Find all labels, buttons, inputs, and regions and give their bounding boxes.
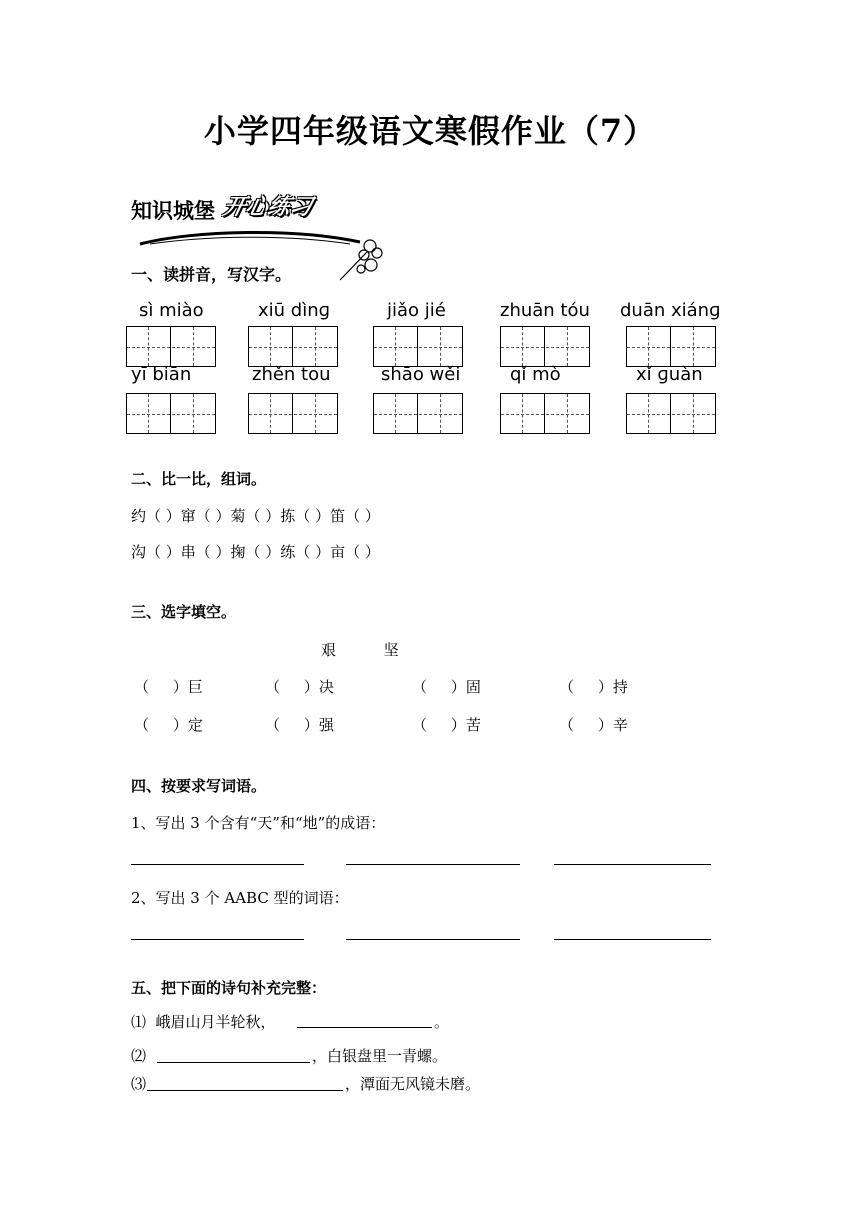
fill-item: （ ）巨	[134, 678, 203, 696]
compare-row: 沟（ ）串（ ）掬（ ）练（ ）亩（ ）	[131, 543, 380, 561]
writing-grid[interactable]	[500, 326, 590, 367]
writing-grid[interactable]	[248, 326, 338, 367]
pinyin-label: duān xiánɡ	[620, 300, 721, 321]
writing-grid[interactable]	[373, 393, 463, 434]
writing-grid[interactable]	[126, 393, 216, 434]
poem-line-3-prefix: ⑶	[131, 1075, 147, 1093]
pinyin-label: xiū dìnɡ	[258, 300, 331, 321]
fill-item: （ ）固	[412, 678, 481, 696]
writing-grid[interactable]	[373, 326, 463, 367]
fill-item: （ ）持	[559, 678, 628, 696]
choice-chars: 艰 坚	[321, 641, 399, 659]
pinyin-label: xǐ ɡuàn	[636, 364, 703, 385]
section4-heading: 四、按要求写词语。	[131, 777, 267, 795]
banner-script-title: 开心练习	[220, 195, 315, 220]
writing-grid[interactable]	[626, 393, 716, 434]
poem-line-2-prefix: ⑵	[131, 1047, 147, 1065]
writing-grid[interactable]	[626, 326, 716, 367]
pinyin-label: zhuān tóu	[500, 300, 590, 321]
writing-grid[interactable]	[500, 393, 590, 434]
section2-heading: 二、比一比，组词。	[131, 470, 267, 488]
fill-item: （ ）辛	[559, 716, 628, 734]
poem-blank[interactable]	[297, 1027, 432, 1028]
poem-blank[interactable]	[157, 1062, 310, 1063]
question-2: 2、写出 3 个 AABC 型的词语：	[131, 889, 349, 907]
pinyin-label: qǐ mò	[510, 364, 561, 385]
poem-line-1-prefix: ⑴ 峨眉山月半轮秋，	[131, 1013, 276, 1031]
poem-line-3-suffix: ，潭面无风镜未磨。	[345, 1075, 481, 1093]
fill-item: （ ）定	[134, 716, 203, 734]
poem-blank[interactable]	[147, 1090, 343, 1091]
pinyin-label: sì miào	[139, 300, 204, 321]
pinyin-label: zhěn tou	[252, 364, 331, 385]
banner-title: 知识城堡	[131, 199, 215, 223]
answer-line[interactable]	[346, 939, 520, 940]
section5-heading: 五、把下面的诗句补充完整：	[131, 979, 327, 997]
writing-grid[interactable]	[248, 393, 338, 434]
poem-line-1-suffix: 。	[434, 1013, 450, 1031]
section3-heading: 三、选字填空。	[131, 603, 237, 621]
fill-item: （ ）强	[265, 716, 334, 734]
pinyin-label: jiǎo jié	[387, 300, 446, 321]
answer-line[interactable]	[554, 939, 711, 940]
fill-item: （ ）决	[265, 678, 334, 696]
writing-grid[interactable]	[126, 326, 216, 367]
section1-heading: 一、读拼音，写汉字。	[131, 265, 292, 284]
fill-item: （ ）苦	[412, 716, 481, 734]
compare-row: 约（ ）窜（ ）菊（ ）拣（ ）笛（ ）	[131, 507, 380, 525]
answer-line[interactable]	[131, 939, 304, 940]
poem-line-2-suffix: ，白银盘里一青螺。	[312, 1047, 448, 1065]
answer-line[interactable]	[346, 864, 520, 865]
answer-line[interactable]	[554, 864, 711, 865]
answer-line[interactable]	[131, 864, 304, 865]
pinyin-label: yī biān	[131, 364, 192, 385]
pinyin-label: shāo wěi	[381, 364, 461, 385]
question-1: 1、写出 3 个含有“天”和“地”的成语：	[131, 814, 386, 832]
page-title: 小学四年级语文寒假作业（7）	[203, 112, 657, 150]
